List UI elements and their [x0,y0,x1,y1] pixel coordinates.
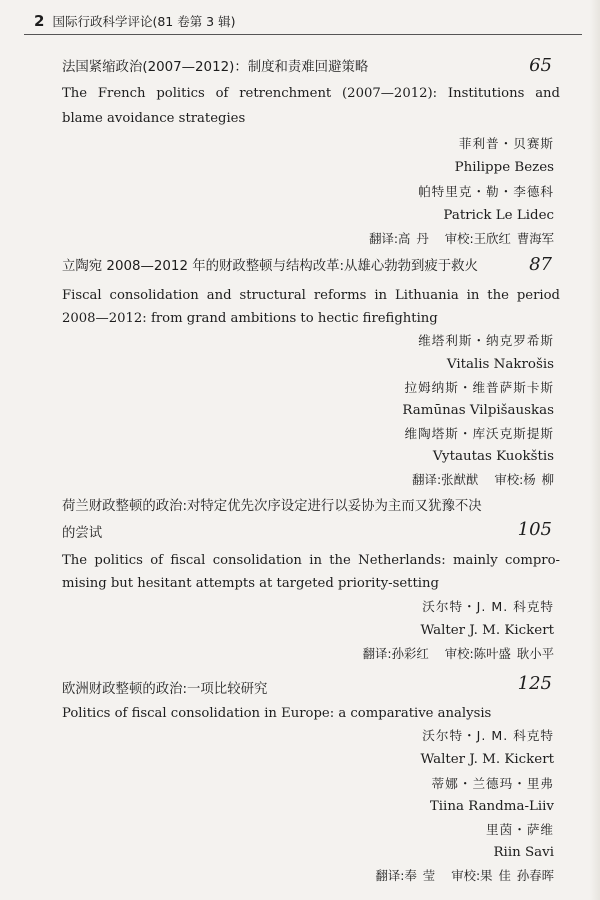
author-name-chinese: 沃尔特・J. M. 科克特 [422,728,554,743]
translator-credit [150,644,554,664]
header-rule [24,34,582,35]
author-name-chinese: 维塔利斯・纳克罗希斯 [418,333,554,348]
translator-credit [150,866,554,886]
article-english-title-line: Fiscal consolidation and structural reforms in Lithuania in the period [62,288,560,303]
article-english-title-line: The politics of fiscal consolidation in the Netherlands: mainly compro- [62,553,560,568]
author-name-english: Vytautas Kuokštis [432,449,554,464]
translator: 翻译:高 丹 [369,231,429,246]
author-name-english: Walter J. M. Kickert [420,623,554,638]
author-name-english: Tiina Randma-Liiv [429,799,554,814]
article-page-number[interactable]: 105 [517,519,552,540]
page-number: 2 [34,12,45,30]
translator-credit [150,229,554,249]
translator-credit [150,470,554,490]
author-name-english: Philippe Bezes [454,160,554,175]
author-name-chinese: 帕特里克・勒・李德科 [418,184,554,199]
author-name-english: Walter J. M. Kickert [420,752,554,767]
author-name-english: Riin Savi [493,845,554,860]
reviewer: 审校:陈叶盛 耿小平 [444,646,554,661]
reviewer: 审校:杨 柳 [494,472,554,487]
article-page-number[interactable]: 87 [529,254,552,275]
reviewer: 审校:王欣红 曹海军 [444,231,554,246]
author-name-chinese: 拉姆纳斯・维普萨斯卡斯 [404,380,554,395]
translator: 翻译:孙彩红 [362,646,429,661]
translator: 翻译:奉 莹 [375,868,436,883]
page-edge-shadow [590,0,600,900]
article-english-title-line: 2008—2012: from grand ambitions to hectic firefighting [62,311,438,326]
author-name-chinese: 维陶塔斯・库沃克斯提斯 [404,426,554,441]
article-english-title-line: The French politics of retrenchment (2007—2012): Institutions and [62,86,560,101]
author-name-chinese: 蒂娜・兰德玛・里弗 [431,776,554,791]
translator: 翻译:张猷猷 [412,472,479,487]
author-name-english: Patrick Le Lidec [443,208,554,223]
running-header [34,10,235,32]
article-page-number[interactable]: 65 [529,55,552,76]
article-chinese-title[interactable]: 欧洲财政整顿的政治:一项比较研究 [62,682,268,697]
author-name-english: Ramūnas Vilpišauskas [402,403,554,418]
author-name-chinese: 菲利普・贝赛斯 [458,136,554,151]
article-chinese-title[interactable]: 立陶宛 2008—2012 年的财政整顿与结构改革:从雄心勃勃到疲于救火 [62,259,478,274]
author-name-chinese: 里茵・萨维 [486,822,554,837]
article-chinese-title-continued[interactable]: 的尝试 [62,526,103,541]
author-name-chinese: 沃尔特・J. M. 科克特 [422,599,554,614]
article-english-title-line: Politics of fiscal consolidation in Europe: a comparative analysis [62,706,492,721]
article-english-title-line: mising but hesitant attempts at targeted priority-setting [62,576,439,591]
article-page-number[interactable]: 125 [517,673,552,694]
journal-title: 国际行政科学评论(81 卷第 3 辑) [52,14,236,29]
reviewer: 审校:果 佳 孙春晖 [451,868,554,883]
article-english-title-line: blame avoidance strategies [62,111,246,126]
article-chinese-title[interactable]: 法国紧缩政治(2007—2012)：制度和责难回避策略 [62,60,369,75]
article-chinese-title[interactable]: 荷兰财政整顿的政治:对特定优先次序设定进行以妥协为主而又犹豫不决 [62,499,482,514]
author-name-english: Vitalis Nakrošis [446,357,554,372]
